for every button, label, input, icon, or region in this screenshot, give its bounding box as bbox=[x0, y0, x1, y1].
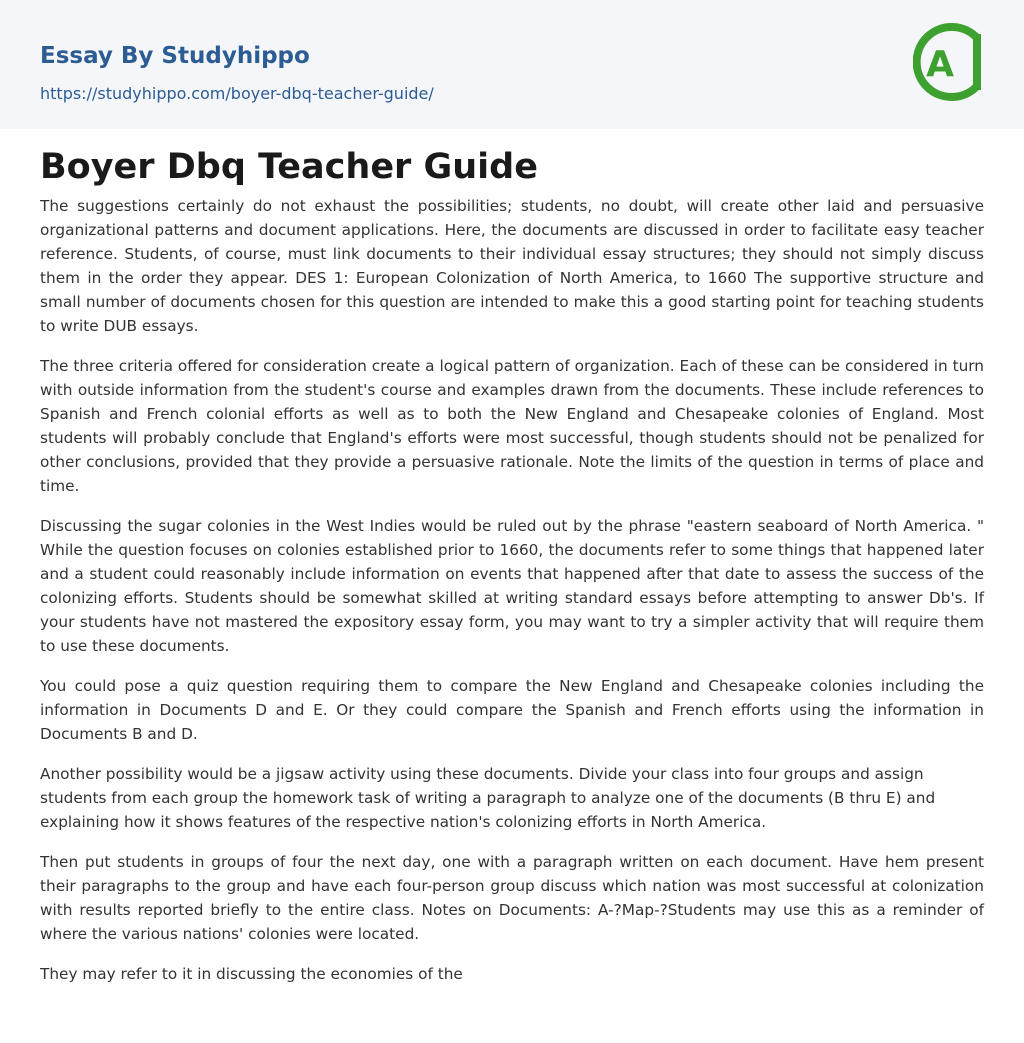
page-url-link[interactable]: https://studyhippo.com/boyer-dbq-teacher-guide/ bbox=[40, 84, 434, 103]
essay-paragraph: The three criteria offered for consideration create a logical pattern of organization. Each of these can be considered in turn with outside information from the student's course and examples drawn from the documents. These include references to Spanish and French colonial efforts as well as to both the New England and Chesapeake colonies of England. Most students will probably conclude that England's efforts were most successful, though students should not be penalized for other conclusions, provided that they provide a persuasive rationale. Note the limits of the question in terms of place and time. bbox=[40, 357, 984, 495]
essay-paragraph: Another possibility would be a jigsaw activity using these documents. Divide your class into four groups and assign students from each group the homework task of writing a paragraph to analyze one of the documents (B thru E) and explaining how it shows features of the respective nation's colonizing efforts in North America. bbox=[40, 765, 936, 831]
site-brand: Essay By Studyhippo bbox=[40, 43, 310, 69]
essay-title: Boyer Dbq Teacher Guide bbox=[40, 147, 538, 187]
studyhippo-a-logo-icon[interactable] bbox=[913, 20, 985, 104]
essay-paragraph: Discussing the sugar colonies in the West Indies would be ruled out by the phrase "eastern seaboard of North America. " While the question focuses on colonies established prior to 1660, the documents refer to some things that happened later and a student could reasonably include information on events that happened after that date to assess the success of the colonizing efforts. Students should be somewhat skilled at writing standard essays before attempting to answer Db's. If your students have not mastered the expository essay form, you may want to try a simpler activity that will require them to use these documents. bbox=[40, 517, 984, 655]
essay-paragraph: You could pose a quiz question requiring them to compare the New England and Chesapeake colonies including the information in Documents D and E. Or they could compare the Spanish and French efforts using the information in Documents B and D. bbox=[40, 677, 984, 743]
essay-paragraph: The suggestions certainly do not exhaust the possibilities; students, no doubt, will create other laid and persuasive organizational patterns and document applications. Here, the documents are discussed in order to facilitate easy teacher reference. Students, of course, must link documents to their individual essay structures; they should not simply discuss them in the order they appear. DES 1: European Colonization of North America, to 1660 The supportive structure and small number of documents chosen for this question are intended to make this a good starting point for teaching students to write DUB essays. bbox=[40, 197, 984, 335]
site-header bbox=[0, 0, 1024, 129]
logo-letter: A bbox=[926, 44, 954, 85]
essay-paragraph: Then put students in groups of four the next day, one with a paragraph written on each document. Have hem present their paragraphs to the group and have each four-person group discuss which nation was most successful at colonization with results reported briefly to the entire class. Notes on Documents: A-?Map-?Students may use this as a reminder of where the various nations' colonies were located. bbox=[40, 853, 984, 943]
essay-body bbox=[40, 194, 984, 1002]
essay-paragraph: They may refer to it in discussing the economies of the bbox=[40, 965, 463, 983]
